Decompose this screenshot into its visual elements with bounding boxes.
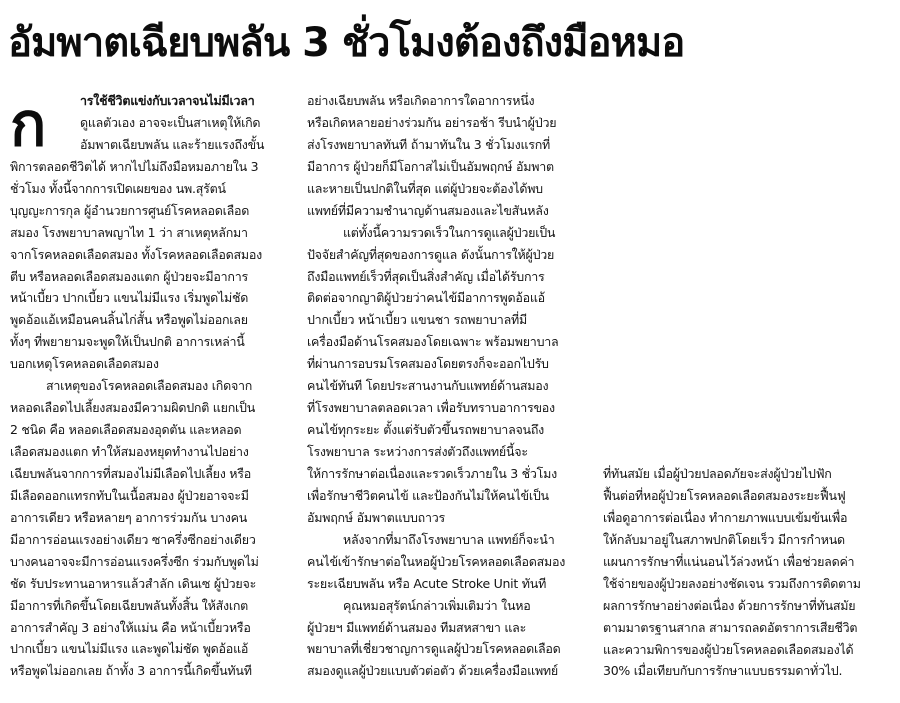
- text-line: หรือเกิดหลายอย่างร่วมกัน อย่ารอช้า รีบนำผู้ป่วย: [307, 114, 557, 130]
- text-line: สมอง โรงพยาบาลพญาไท 1 ว่า สาเหตุหลักมา: [10, 224, 248, 240]
- text-line: ผลการรักษาอย่างต่อเนื่อง ด้วยการรักษาที่ทันสมัย: [603, 597, 856, 613]
- text-line: มีอาการ ผู้ป่วยก็มีโอกาสไม่เป็นอัมพฤกษ์ อัมพาต: [307, 158, 554, 174]
- text-line: เพื่อดูอาการต่อเนื่อง ทำกายภาพแบบเข้มข้นเพื่อ: [603, 509, 848, 525]
- drop-cap: ก: [10, 90, 47, 160]
- article-column-1: [10, 90, 264, 682]
- text-line: อาการเดียว หรือหลายๆ อาการร่วมกัน บางคน: [10, 509, 248, 525]
- text-line: คนไข้ทุกระยะ ตั้งแต่รับตัวขึ้นรถพยาบาลจนถึง: [307, 422, 545, 438]
- text-line: ปากเบี้ยว แขนไม่มีแรง และพูดไม่ชัด พูดอ้อแอ้: [10, 641, 249, 657]
- text-line: และความพิการของผู้ป่วยโรคหลอดเลือดสมองได้: [603, 641, 854, 657]
- text-line: ปากเบี้ยว หน้าเบี้ยว แขนชา รถพยาบาลที่มี: [307, 312, 527, 328]
- text-line: ดูแลตัวเอง อาจจะเป็นสาเหตุให้เกิด: [80, 114, 261, 130]
- text-line: หน้าเบี้ยว ปากเบี้ยว แขนไม่มีแรง เริ่มพูดไม่ชัด: [10, 290, 249, 306]
- text-line: แพทย์ที่มีความชำนาญด้านสมองและไขสันหลัง: [307, 202, 549, 218]
- text-line: ปัจจัยสำคัญที่สุดของการดูแล ดังนั้นการให้ผู้ป่วย: [307, 246, 555, 262]
- text-line: พิการตลอดชีวิตได้ หากไปไม่ถึงมือหมอภายใน 3: [10, 158, 259, 174]
- text-line: จากโรคหลอดเลือดสมอง ทั้งโรคหลอดเลือดสมอง: [10, 246, 262, 262]
- text-line: ตีบ หรือหลอดเลือดสมองแตก ผู้ป่วยจะมีอาการ: [10, 268, 248, 284]
- text-line: สาเหตุของโรคหลอดเลือดสมอง เกิดจาก: [46, 378, 253, 394]
- text-line: ผู้ป่วยฯ มีแพทย์ด้านสมอง ทีมสหสาขา และ: [307, 619, 527, 635]
- text-line: มีอาการอ่อนแรงอย่างเดียว ซาครึ่งซีกอย่างเดียว: [10, 531, 256, 547]
- text-line: อาการสำคัญ 3 อย่างให้แม่น คือ หน้าเบี้ยวหรือ: [10, 619, 251, 635]
- text-line: คนไข้ทันที โดยประสานงานกับแพทย์ด้านสมอง: [307, 378, 549, 394]
- text-line: ที่ผ่านการอบรมโรคสมองโดยตรงก็จะออกไปรับ: [307, 356, 549, 372]
- text-line: 2 ชนิด คือ หลอดเลือดสมองอุดตัน และหลอด: [10, 422, 242, 438]
- text-line: คุณหมอสุรัตน์กล่าวเพิ่มเติมว่า ในหอ: [343, 597, 531, 613]
- text-line: บอกเหตุโรคหลอดเลือดสมอง: [10, 356, 159, 372]
- text-line: มีอาการที่เกิดขึ้นโดยเฉียบพลันทั้งสิ้น ให้สังเกต: [10, 597, 249, 613]
- text-line: โรงพยาบาล ระหว่างการส่งตัวถึงแพทย์นี้จะ: [307, 444, 528, 459]
- text-line: คนไข้เข้ารักษาต่อในหอผู้ป่วยโรคหลอดเลือดสมอง: [307, 553, 566, 569]
- article-column-3: [603, 463, 861, 682]
- text-line: ที่ทันสมัย เมื่อผู้ป่วยปลอดภัยจะส่งผู้ป่วยไปฟัก: [603, 466, 832, 481]
- text-line: ให้กลับมาอยู่ในสภาพปกติโดยเร็ว มีการกำหนด: [603, 531, 845, 547]
- text-line: หลอดเลือดไปเลี้ยงสมองมีความผิดปกติ แยกเป็น: [10, 400, 256, 416]
- text-line: อัมพาตเฉียบพลัน และร้ายแรงถึงขั้น: [80, 136, 265, 152]
- text-line: พูดอ้อแอ้เหมือนคนลิ้นไก่สั้น หรือพูดไม่ออกเลย: [10, 312, 248, 328]
- text-line: อย่างเฉียบพลัน หรือเกิดอาการใดอาการหนึ่ง: [307, 93, 535, 108]
- text-line: ที่โรงพยาบาลตลอดเวลา เพื่อรับทราบอาการของ: [307, 400, 555, 416]
- text-line: ารใช้ชีวิตแข่งกับเวลาจนไม่มีเวลา: [80, 93, 255, 108]
- text-line: บุญญะการกุล ผู้อำนวยการศูนย์โรคหลอดเลือด: [10, 202, 250, 218]
- text-line: สมองดูแลผู้ป่วยแบบตัวต่อตัว ด้วยเครื่องมือแพทย์: [307, 663, 558, 679]
- text-line: และหายเป็นปกติในที่สุด แต่ผู้ป่วยจะต้องได้พบ: [307, 180, 543, 196]
- text-line: 30% เมื่อเทียบกับการรักษาแบบธรรมดาทั่วไป.: [603, 663, 843, 679]
- text-line: ให้การรักษาต่อเนื่องและรวดเร็วภายใน 3 ชั่วโมง: [307, 465, 557, 481]
- text-line: ชั่วโมง ทั้งนี้จากการเปิดเผยของ นพ.สุรัตน์: [10, 180, 226, 196]
- text-line: หรือพูดไม่ออกเลย ถ้าทั้ง 3 อาการนี้เกิดขึ้นทันที: [10, 663, 252, 679]
- text-line: มีเลือดออกแทรกทับในเนื้อสมอง ผู้ป่วยอาจจะมี: [10, 487, 249, 503]
- text-line: ติดต่อจากญาติผู้ป่วยว่าคนไข้มีอาการพูดอ้อแอ้: [307, 290, 545, 306]
- text-line: ตามมาตรฐานสากล สามารถลดอัตราการเสียชีวิต: [603, 619, 858, 635]
- text-line: แต่ทั้งนี้ความรวดเร็วในการดูแลผู้ป่วยเป็น: [343, 224, 556, 240]
- text-line: เครื่องมือด้านโรคสมองโดยเฉพาะ พร้อมพยาบาล: [307, 334, 559, 350]
- text-line: ทั้งๆ ที่พยายามจะพูดให้เป็นปกติ อาการเหล่านี้: [10, 334, 245, 350]
- text-line: ส่งโรงพยาบาลทันที ถ้ามาทันใน 3 ชั่วโมงแรกที่: [307, 136, 551, 152]
- headline: อัมพาตเฉียบพลัน 3 ชั่วโมงต้องถึงมือหมอ: [8, 20, 685, 66]
- text-line: ฟื้นต่อที่หอผู้ป่วยโรคหลอดเลือดสมองระยะฟื้นฟู: [603, 487, 846, 503]
- text-line: เลือดสมองแตก ทำให้สมองหยุดทำงานไปอย่าง: [10, 444, 249, 459]
- text-line: ถึงมือแพทย์เร็วที่สุดเป็นสิ่งสำคัญ เมื่อได้รับการ: [307, 268, 545, 284]
- text-line: อัมพฤกษ์ อัมพาตแบบถาวร: [307, 509, 445, 525]
- text-line: เพื่อรักษาชีวิตคนไข้ และป้องกันไม่ให้คนไข้เป็น: [307, 487, 549, 503]
- text-line: ระยะเฉียบพลัน หรือ Acute Stroke Unit ทันที: [307, 575, 547, 591]
- text-line: บางคนอาจจะมีการอ่อนแรงครึ่งซีก ร่วมกับพูดไม่: [10, 553, 259, 569]
- text-line: ใช้จ่ายของผู้ป่วยลงอย่างชัดเจน รวมถึงการติดตาม: [603, 575, 861, 591]
- text-line: พยาบาลที่เชี่ยวชาญการดูแลผู้ป่วยโรคหลอดเลือด: [307, 641, 561, 657]
- text-line: แผนการรักษาที่แน่นอนไว้ล่วงหน้า เพื่อช่วยลดค่า: [603, 553, 855, 569]
- article-column-2: [307, 90, 565, 682]
- text-line: ชัด รับประทานอาหารแล้วสำลัก เดินเซ ผู้ป่วยจะ: [10, 575, 257, 591]
- text-line: เฉียบพลันจากการที่สมองไม่มีเลือดไปเลี้ยง หรือ: [10, 465, 252, 481]
- text-line: หลังจากที่มาถึงโรงพยาบาล แพทย์ก็จะนำ: [343, 531, 555, 547]
